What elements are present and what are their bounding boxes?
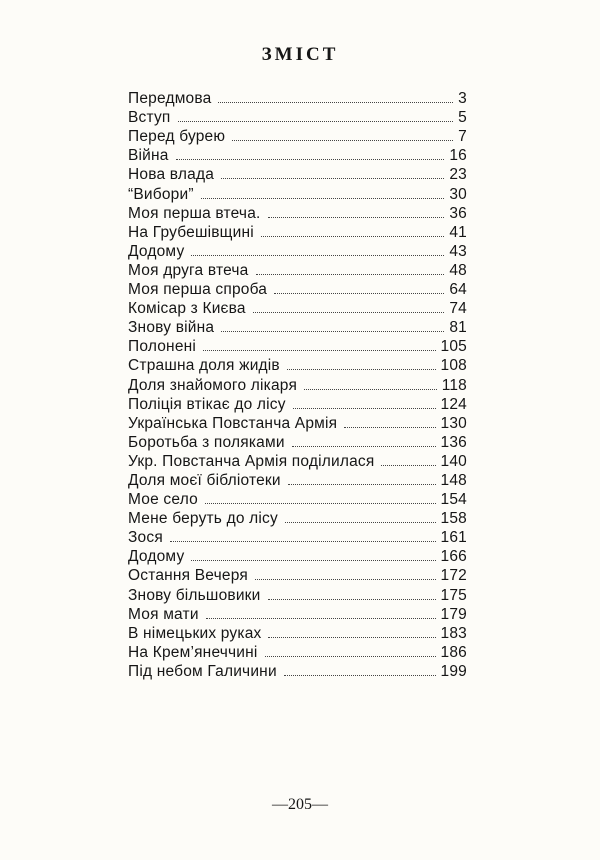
toc-entry-title: Зося [128, 529, 163, 547]
toc-entry [128, 394, 467, 413]
dot-leader [170, 541, 436, 542]
toc-entry-page: 43 [449, 242, 467, 260]
toc-entry-title: Українська Повстанча Армія [128, 414, 338, 432]
toc-entry-page: 3 [458, 90, 467, 108]
dot-leader [288, 484, 436, 485]
toc-entry-title: Перед бурею [128, 128, 226, 146]
dot-leader [344, 427, 435, 428]
toc-entry-page: 105 [440, 338, 467, 356]
toc-entry-page: 7 [458, 128, 467, 146]
toc-entry [128, 546, 467, 565]
dot-leader [201, 198, 445, 199]
toc-entry-page: 118 [441, 376, 467, 394]
dot-leader [284, 675, 436, 676]
toc-entry-title: В німецьких руках [128, 624, 262, 642]
toc-entry-page: 172 [440, 567, 467, 585]
toc-entry [128, 604, 467, 623]
dot-leader [218, 102, 453, 103]
toc-entry-page: 36 [449, 204, 467, 222]
toc-entry-page: 130 [440, 414, 467, 432]
toc-entry [128, 298, 467, 317]
toc-entry [128, 623, 467, 642]
toc-entry [128, 508, 467, 527]
toc-entry-page: 136 [440, 433, 467, 451]
toc-entry-page: 183 [440, 624, 467, 642]
dot-leader [255, 579, 436, 580]
dot-leader [265, 656, 436, 657]
dot-leader [191, 560, 435, 561]
toc-entry-page: 81 [449, 319, 467, 337]
toc-entry [128, 374, 467, 393]
toc-entry-title: Моя друга втеча [128, 261, 249, 279]
toc-entry-page: 64 [449, 281, 467, 299]
toc-entry-page: 108 [440, 357, 467, 375]
dot-leader [178, 121, 454, 122]
toc-entry-page: 186 [440, 643, 467, 661]
toc-entry-title: “Вибори” [128, 185, 194, 203]
toc-entry-page: 179 [440, 605, 467, 623]
dot-leader [274, 293, 444, 294]
toc-entry [128, 107, 467, 126]
dot-leader [221, 178, 444, 179]
dot-leader [292, 446, 436, 447]
dot-leader [232, 140, 453, 141]
toc-entry [128, 241, 467, 260]
toc-entry-title: Моя перша втеча. [128, 204, 261, 222]
toc-entry [128, 88, 467, 107]
toc-entry-title: Вступ [128, 109, 171, 127]
toc-entry-page: 140 [440, 452, 467, 470]
toc-entry [128, 642, 467, 661]
toc-entry-title: Боротьба з поляками [128, 433, 285, 451]
toc-entry [128, 317, 467, 336]
toc-entry-title: Знову більшовики [128, 586, 261, 604]
dot-leader [221, 331, 444, 332]
toc-entry-page: 16 [449, 147, 467, 165]
table-of-contents [128, 88, 467, 680]
dot-leader [287, 369, 436, 370]
dot-leader [176, 159, 445, 160]
toc-entry-page: 175 [440, 586, 467, 604]
dot-leader [293, 408, 436, 409]
toc-entry [128, 336, 467, 355]
toc-entry-title: Нова влада [128, 166, 215, 184]
toc-entry [128, 183, 467, 202]
dot-leader [381, 465, 435, 466]
toc-entry-title: Комісар з Києва [128, 300, 246, 318]
toc-entry-title: Моя мати [128, 605, 199, 623]
toc-entry-page: 23 [449, 166, 467, 184]
toc-entry-title: Страшна доля жидів [128, 357, 280, 375]
toc-entry [128, 145, 467, 164]
toc-entry-page: 154 [440, 491, 467, 509]
dot-leader [191, 255, 444, 256]
toc-entry [128, 222, 467, 241]
toc-entry-page: 48 [449, 261, 467, 279]
toc-entry-title: Передмова [128, 90, 212, 108]
toc-entry-title: Моя перша спроба [128, 281, 268, 299]
dot-leader [253, 312, 445, 313]
toc-entry-title: Знову війна [128, 319, 215, 337]
toc-entry [128, 661, 467, 680]
toc-entry [128, 527, 467, 546]
page-number: —205— [272, 796, 328, 813]
toc-entry [128, 126, 467, 145]
toc-entry-title: Полонені [128, 338, 197, 356]
dot-leader [256, 274, 445, 275]
toc-entry [128, 279, 467, 298]
toc-entry-title: Поліція втікає до лісу [128, 395, 286, 413]
toc-entry-title: На Крем’янеччині [128, 643, 258, 661]
toc-entry-page: 41 [449, 223, 467, 241]
dot-leader [268, 599, 436, 600]
toc-entry-title: Доля знайомого лікаря [128, 376, 298, 394]
dot-leader [268, 637, 435, 638]
toc-entry [128, 432, 467, 451]
toc-entry-page: 148 [440, 471, 467, 489]
toc-entry [128, 164, 467, 183]
dot-leader [285, 522, 436, 523]
toc-entry-title: Під небом Галичини [128, 662, 277, 680]
toc-entry-title: Додому [128, 242, 185, 260]
toc-entry-title: Додому [128, 548, 185, 566]
toc-entry-title: Мое село [128, 491, 198, 509]
toc-entry-title: Остання Вечеря [128, 567, 248, 585]
toc-entry-page: 30 [449, 185, 467, 203]
toc-entry-title: Мене беруть до лісу [128, 510, 278, 528]
toc-entry [128, 413, 467, 432]
dot-leader [304, 389, 437, 390]
toc-entry-page: 166 [440, 548, 467, 566]
dot-leader [268, 217, 445, 218]
toc-entry-title: Війна [128, 147, 169, 165]
toc-entry [128, 584, 467, 603]
dot-leader [203, 350, 435, 351]
toc-entry [128, 355, 467, 374]
toc-entry-page: 199 [440, 662, 467, 680]
dot-leader [205, 503, 436, 504]
toc-entry [128, 260, 467, 279]
toc-entry-title: Укр. Повстанча Армія поділилася [128, 452, 375, 470]
toc-entry-page: 5 [458, 109, 467, 127]
toc-entry [128, 203, 467, 222]
toc-entry-page: 158 [440, 510, 467, 528]
toc-entry [128, 489, 467, 508]
toc-entry-page: 124 [440, 395, 467, 413]
toc-entry [128, 470, 467, 489]
toc-entry-page: 74 [449, 300, 467, 318]
toc-entry-title: На Грубешівщині [128, 223, 254, 241]
toc-entry [128, 451, 467, 470]
page-title: ЗМІСТ [261, 44, 339, 65]
dot-leader [261, 236, 444, 237]
toc-entry-page: 161 [440, 529, 467, 547]
toc-entry-title: Доля моєї бібліотеки [128, 471, 281, 489]
toc-entry [128, 565, 467, 584]
dot-leader [206, 618, 436, 619]
